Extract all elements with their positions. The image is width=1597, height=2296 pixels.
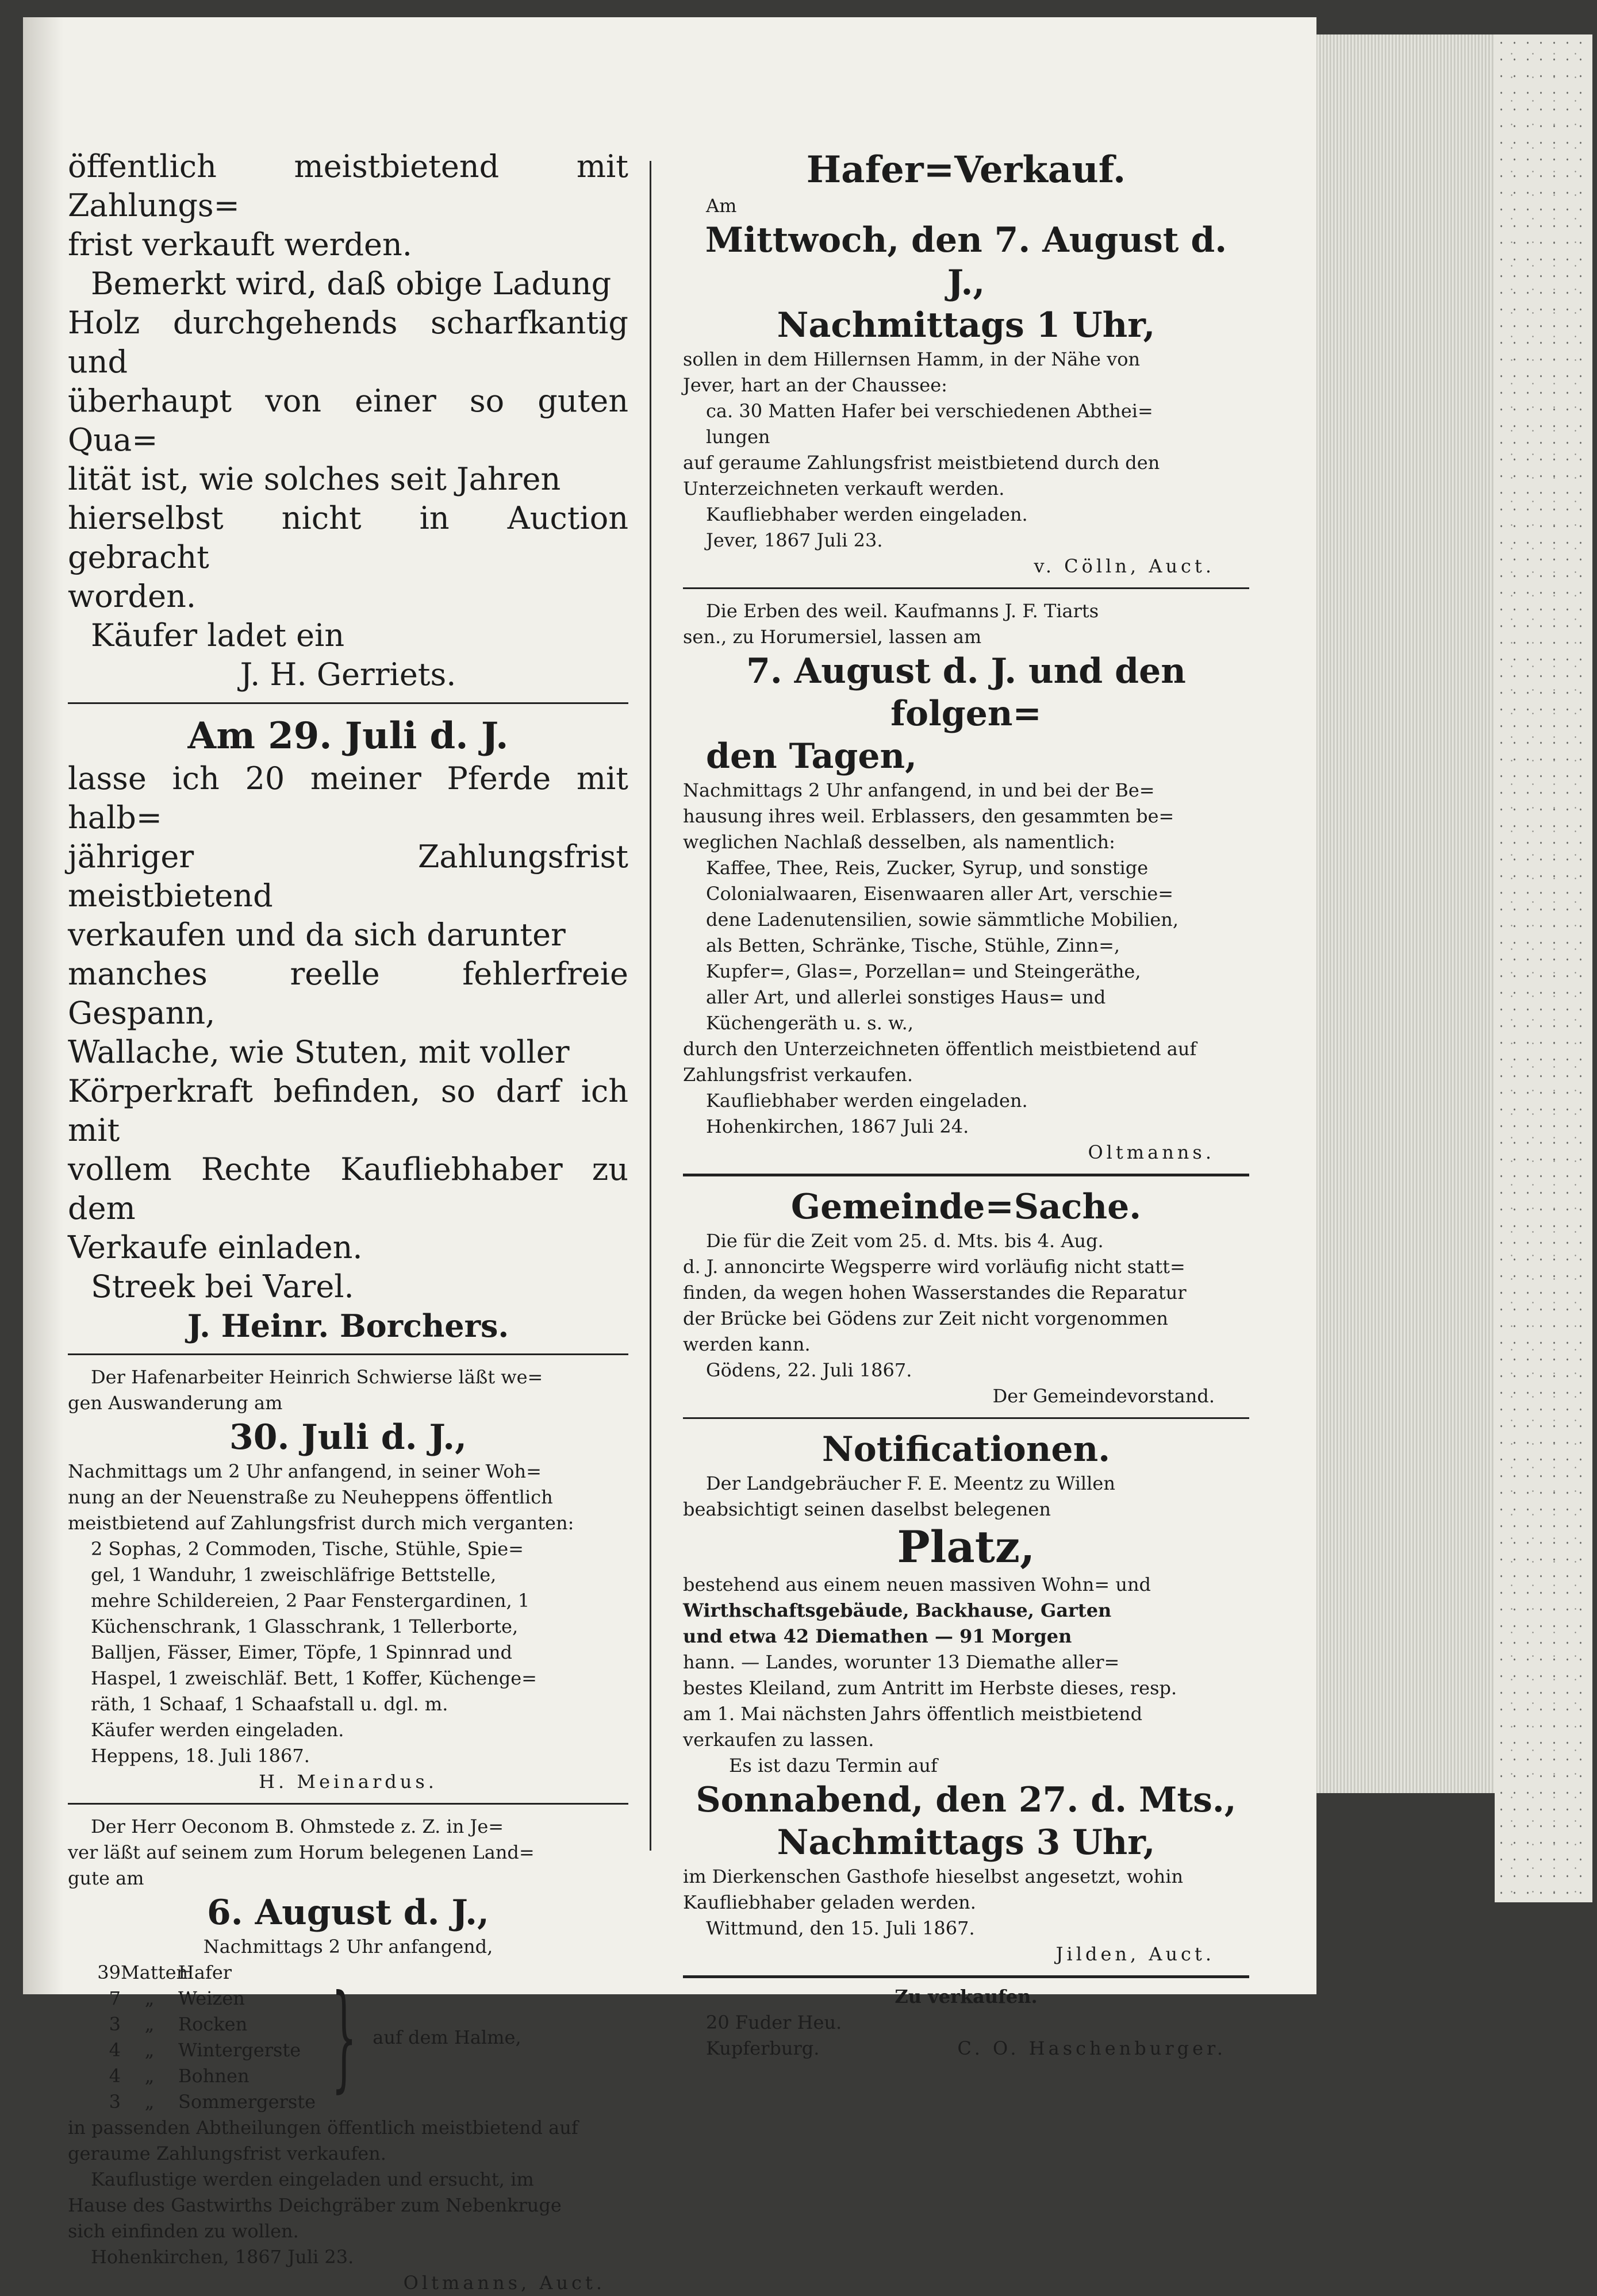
ad-line: gen Auswanderung am xyxy=(68,1392,283,1414)
crop-unit: Matten xyxy=(121,1962,189,1983)
ad-line: hausung ihres weil. Erblassers, den gesammten be= xyxy=(683,805,1174,827)
desc-line: verkaufen zu lassen. xyxy=(683,1729,874,1751)
signature: J. H. Gerriets. xyxy=(240,656,456,693)
crop-unit: „ xyxy=(144,2039,155,2061)
crop-row xyxy=(79,2063,316,2089)
crop-name: Rocken xyxy=(178,2013,248,2035)
remark-line: hierselbst nicht in Auction gebracht xyxy=(68,500,628,575)
item-line: gel, 1 Wanduhr, 1 zweischläfrige Bettstelle, xyxy=(91,1564,497,1586)
ad-line: in passenden Abtheilungen öffentlich meistbietend auf xyxy=(68,2117,578,2139)
crop-unit: „ xyxy=(144,2091,155,2113)
ad-date: 7. August d. J. und den folgen= xyxy=(746,651,1186,734)
ad-time: Nachmittags 2 Uhr anfangend, xyxy=(203,1936,493,1957)
place-line: Heppens, 18. Juli 1867. xyxy=(91,1745,310,1767)
brace-icon: } xyxy=(331,1970,357,2104)
item-line: räth, 1 Schaaf, 1 Schaafstall u. dgl. m. xyxy=(91,1693,448,1715)
crop-name: Wintergerste xyxy=(178,2039,301,2061)
ad-gemeinde xyxy=(683,1182,1249,1419)
ad-heading: Notificationen. xyxy=(821,1429,1111,1470)
ad-line: werden kann. xyxy=(683,1333,811,1355)
item-line: Kaffee, Thee, Reis, Zucker, Syrup, und sonstige xyxy=(706,857,1149,879)
ad-date: Sonnabend, den 27. d. Mts., xyxy=(696,1780,1237,1820)
ad-line: Nachmittags um 2 Uhr anfangend, in seiner Woh= xyxy=(68,1460,542,1482)
crop-row xyxy=(79,1960,316,1986)
intro-line: öffentlich meistbietend mit Zahlungs= xyxy=(68,148,628,224)
crop-unit: „ xyxy=(144,2065,155,2087)
ad-line: Am xyxy=(706,195,737,217)
invite-line: Kaufliebhaber werden eingeladen. xyxy=(706,503,1028,525)
ad-line: auf geraume Zahlungsfrist meistbietend durch den xyxy=(683,452,1160,474)
signature: v. Cölln, Auct. xyxy=(1034,555,1215,577)
left-column xyxy=(68,144,628,2296)
buyers-line: Käufer ladet ein xyxy=(91,617,345,653)
signature: Oltmanns. xyxy=(1088,1141,1215,1163)
ad-line: Unterzeichneten verkauft werden. xyxy=(683,478,1005,499)
desc-line: hann. — Landes, worunter 13 Diemathe aller= xyxy=(683,1651,1120,1673)
item-line: aller Art, und allerlei sonstiges Haus= und xyxy=(706,986,1106,1008)
ad-line: Die Erben des weil. Kaufmanns J. F. Tiarts xyxy=(706,600,1099,622)
item-line: Kupfer=, Glas=, Porzellan= und Steingeräthe, xyxy=(706,960,1141,982)
ad-line: durch den Unterzeichneten öffentlich meistbietend auf xyxy=(683,1038,1197,1060)
ad-line: d. J. annoncirte Wegsperre wird vorläufig nicht statt= xyxy=(683,1256,1185,1278)
signature: C. O. Haschenburger. xyxy=(957,2037,1226,2059)
ad-hafer xyxy=(683,144,1249,589)
crop-row xyxy=(79,2037,316,2063)
ad-line: verkaufen und da sich darunter xyxy=(68,917,566,953)
ad-line: Körperkraft befinden, so darf ich mit xyxy=(68,1073,628,1148)
ad-ohmstede xyxy=(68,1810,628,2296)
crop-qty: 4 xyxy=(109,2039,121,2061)
crop-name: Bohnen xyxy=(178,2065,249,2087)
crop-qty: 3 xyxy=(109,2091,121,2113)
crop-qty: 3 xyxy=(109,2013,121,2035)
ad-line: Die für die Zeit vom 25. d. Mts. bis 4. Aug. xyxy=(706,1230,1104,1252)
ad-borchers xyxy=(68,710,628,1355)
place-line: Jever, 1867 Juli 23. xyxy=(706,529,883,551)
ad-line: Kaufliebhaber geladen werden. xyxy=(683,1891,976,1913)
buyers-line: Käufer werden eingeladen. xyxy=(91,1719,344,1741)
ad-heading: Gemeinde=Sache. xyxy=(790,1187,1142,1227)
ad-schwierse xyxy=(68,1361,628,1805)
place-line: Kupferburg. xyxy=(706,2037,820,2059)
item-line: Küchenschrank, 1 Glasschrank, 1 Tellerborte, xyxy=(91,1616,519,1637)
invite-line: Kauflustige werden eingeladen und ersucht, im xyxy=(91,2168,534,2190)
ad-time: Nachmittags 3 Uhr, xyxy=(777,1822,1155,1863)
ad-line: sollen in dem Hillernsen Hamm, in der Nähe von xyxy=(683,348,1141,370)
page-edges xyxy=(1316,34,1495,1793)
ad-line: lasse ich 20 meiner Pferde mit halb= xyxy=(68,760,628,836)
signature: H. Meinardus. xyxy=(259,1771,437,1793)
crop-unit: „ xyxy=(144,1987,155,2009)
signature: Oltmanns, Auct. xyxy=(403,2272,605,2294)
place-line: Hohenkirchen, 1867 Juli 23. xyxy=(91,2246,354,2268)
ad-date: 30. Juli d. J., xyxy=(229,1417,467,1457)
ad-heading: Zu verkaufen. xyxy=(895,1986,1038,2007)
ad-line: weglichen Nachlaß desselben, als namentlich: xyxy=(683,831,1115,853)
desc-line: bestes Kleiland, zum Antritt im Herbste dieses, resp. xyxy=(683,1677,1177,1699)
sale-item: 20 Fuder Heu. xyxy=(706,2012,842,2033)
ad-notificationen xyxy=(683,1425,1249,1978)
signature: J. Heinr. Borchers. xyxy=(187,1307,509,1344)
item-line: Küchengeräth u. s. w., xyxy=(706,1012,913,1034)
crop-qty: 39 xyxy=(97,1962,121,1983)
ad-line: finden, da wegen hohen Wasserstandes die Reparatur xyxy=(683,1282,1187,1303)
ad-line: manches reelle fehlerfreie Gespann, xyxy=(68,956,628,1031)
ad-gerriets xyxy=(68,144,628,704)
crop-row xyxy=(79,1986,316,2012)
column-divider xyxy=(650,161,651,1851)
item-line: ca. 30 Matten Hafer bei verschiedenen Abthei= xyxy=(706,400,1153,422)
invite-line: Hause des Gastwirths Deichgräber zum Nebenkruge xyxy=(68,2194,562,2216)
crop-name: Weizen xyxy=(178,1987,245,2009)
ad-line: nung an der Neuenstraße zu Neuheppens öffentlich xyxy=(68,1486,553,1508)
desc-line: Wirthschaftsgebäude, Backhause, Garten xyxy=(683,1599,1112,1621)
crop-row xyxy=(79,2012,316,2037)
crop-unit: „ xyxy=(144,2013,155,2035)
ad-date: Mittwoch, den 7. August d. J., xyxy=(705,220,1227,303)
ad-line: ver läßt auf seinem zum Horum belegenen Land= xyxy=(68,1841,535,1863)
place-line: Streek bei Varel. xyxy=(91,1268,354,1305)
ad-line: Nachmittags 2 Uhr anfangend, in und bei der Be= xyxy=(683,779,1155,801)
crop-qty: 7 xyxy=(109,1987,121,2009)
item-line: Haspel, 1 zweischläf. Bett, 1 Koffer, Küchenge= xyxy=(91,1667,537,1689)
signature: Jilden, Auct. xyxy=(1055,1943,1215,1965)
ad-line: meistbietend auf Zahlungsfrist durch mich verganten: xyxy=(68,1512,574,1534)
ad-time: Nachmittags 1 Uhr, xyxy=(777,305,1155,345)
ad-line: beabsichtigt seinen daselbst belegenen xyxy=(683,1498,1051,1520)
crop-row xyxy=(79,2089,316,2115)
crop-qty: 4 xyxy=(109,2065,121,2087)
ad-line: Wallache, wie Stuten, mit voller xyxy=(68,1034,570,1070)
crop-name: Sommergerste xyxy=(178,2091,316,2113)
ad-verkaufen xyxy=(683,1984,1249,2062)
signature: Der Gemeindevorstand. xyxy=(992,1385,1215,1407)
right-column xyxy=(683,144,1249,2062)
ad-line: jähriger Zahlungsfrist meistbietend xyxy=(68,839,628,914)
ad-line: im Dierkenschen Gasthofe hieselbst angesetzt, wohin xyxy=(683,1866,1184,1887)
sale-footer xyxy=(683,2036,1249,2062)
ad-line: Der Herr Oeconom B. Ohmstede z. Z. in Je= xyxy=(91,1816,504,1837)
item-line: lungen xyxy=(706,426,770,448)
crop-note: auf dem Halme, xyxy=(373,2026,521,2048)
remark-line: worden. xyxy=(68,578,197,614)
ad-tiarts xyxy=(683,595,1249,1176)
ad-line: Der Landgebräucher F. E. Meentz zu Willen xyxy=(706,1472,1115,1494)
termin-line: Es ist dazu Termin auf xyxy=(729,1755,938,1776)
ad-line: Zahlungsfrist verkaufen. xyxy=(683,1064,913,1086)
item-line: Balljen, Fässer, Eimer, Töpfe, 1 Spinnrad und xyxy=(91,1641,512,1663)
ad-line: Der Hafenarbeiter Heinrich Schwierse läßt we= xyxy=(91,1366,543,1388)
book-cover-edge xyxy=(1495,34,1592,1902)
ad-line: Jever, hart an der Chaussee: xyxy=(683,374,947,396)
remark-line: Bemerkt wird, daß obige Ladung xyxy=(91,266,612,302)
item-line: 2 Sophas, 2 Commoden, Tische, Stühle, Spie= xyxy=(91,1538,524,1560)
desc-line: bestehend aus einem neuen massiven Wohn= und xyxy=(683,1574,1151,1595)
invite-line: sich einfinden zu wollen. xyxy=(68,2220,299,2242)
ad-line: geraume Zahlungsfrist verkaufen. xyxy=(68,2143,386,2164)
ad-line: vollem Rechte Kaufliebhaber zu dem xyxy=(68,1151,628,1226)
place-line: Wittmund, den 15. Juli 1867. xyxy=(706,1917,975,1939)
remark-line: lität ist, wie solches seit Jahren xyxy=(68,461,561,497)
ad-line: Verkaufe einladen. xyxy=(68,1229,363,1266)
item-line: Colonialwaaren, Eisenwaaren aller Art, verschie= xyxy=(706,883,1174,905)
crop-rows xyxy=(79,1960,316,2115)
ad-date: 6. August d. J., xyxy=(207,1893,489,1933)
page-gutter xyxy=(23,17,63,1994)
ad-line: gute am xyxy=(68,1867,144,1889)
item-line: dene Ladenutensilien, sowie sämmtliche Mobilien, xyxy=(706,909,1179,930)
remark-line: Holz durchgehends scharfkantig und xyxy=(68,305,628,380)
ad-heading: Am 29. Juli d. J. xyxy=(187,714,509,757)
invite-line: Kaufliebhaber werden eingeladen. xyxy=(706,1090,1028,1112)
remark-line: überhaupt von einer so guten Qua= xyxy=(68,383,628,458)
ad-line: der Brücke bei Gödens zur Zeit nicht vorgenommen xyxy=(683,1307,1168,1329)
ad-line: sen., zu Horumersiel, lassen am xyxy=(683,626,982,648)
desc-line: und etwa 42 Diemathen — 91 Morgen xyxy=(683,1625,1072,1647)
desc-line: am 1. Mai nächsten Jahrs öffentlich meistbietend xyxy=(683,1703,1143,1725)
item-line: als Betten, Schränke, Tische, Stühle, Zinn=, xyxy=(706,934,1120,956)
crop-name: Hafer xyxy=(178,1962,232,1983)
intro-line: frist verkauft werden. xyxy=(68,226,412,263)
item-line: mehre Schildereien, 2 Paar Fenstergardinen, 1 xyxy=(91,1590,530,1612)
ad-date: den Tagen, xyxy=(706,736,917,776)
crop-list xyxy=(68,1960,628,2115)
ad-platz: Platz, xyxy=(897,1521,1035,1572)
ad-heading: Hafer=Verkauf. xyxy=(806,148,1126,191)
place-line: Gödens, 22. Juli 1867. xyxy=(706,1359,912,1381)
place-line: Hohenkirchen, 1867 Juli 24. xyxy=(706,1116,969,1137)
